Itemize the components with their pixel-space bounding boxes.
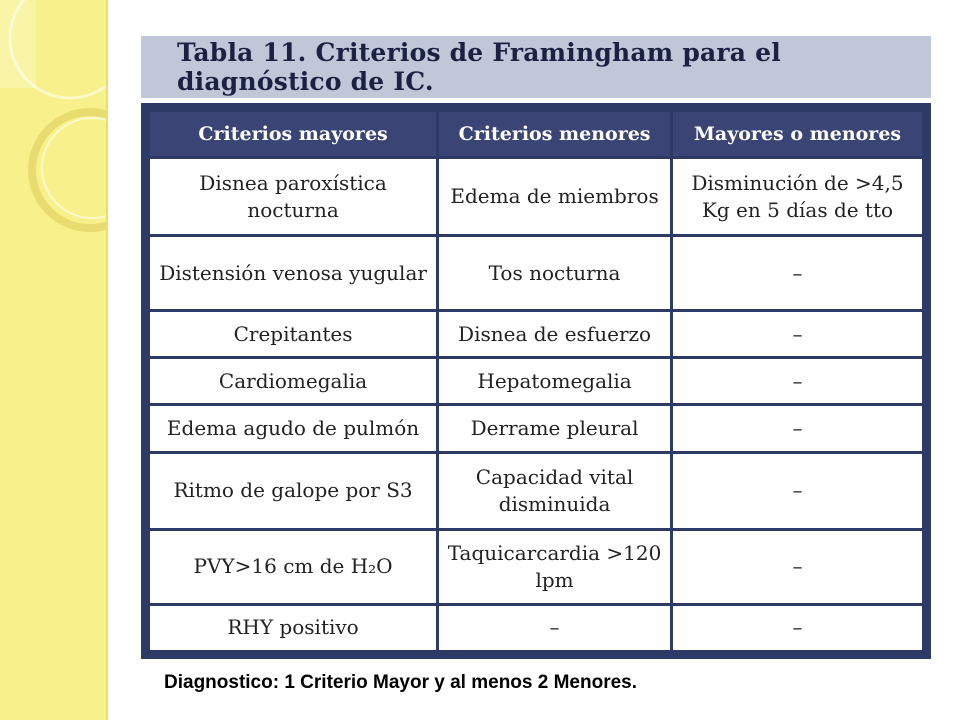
table-row bbox=[150, 159, 922, 234]
decorative-circles bbox=[0, 0, 106, 720]
table-cell: Capacidad vital disminuida bbox=[439, 454, 670, 528]
table-cell: – bbox=[673, 606, 922, 650]
table-cell: Taquicarcardia >120 lpm bbox=[439, 531, 670, 603]
table-cell: Ritmo de galope por S3 bbox=[150, 454, 436, 528]
criteria-table-frame bbox=[141, 103, 931, 659]
decorative-side-strip bbox=[0, 0, 108, 720]
table-cell: – bbox=[673, 237, 922, 309]
table-cell: – bbox=[673, 359, 922, 403]
table-cell: – bbox=[673, 531, 922, 603]
framingham-criteria-table bbox=[147, 109, 925, 653]
table-cell: Crepitantes bbox=[150, 312, 436, 356]
table-row bbox=[150, 237, 922, 309]
table-header-row bbox=[150, 112, 922, 156]
header-minor-criteria: Criterios menores bbox=[439, 112, 670, 156]
table-cell: PVY>16 cm de H₂O bbox=[150, 531, 436, 603]
table-row bbox=[150, 359, 922, 403]
table-cell: Edema agudo de pulmón bbox=[150, 406, 436, 450]
table-cell: Tos nocturna bbox=[439, 237, 670, 309]
header-major-criteria: Criterios mayores bbox=[150, 112, 436, 156]
table-cell: Disminución de >4,5 Kg en 5 días de tto bbox=[673, 159, 922, 234]
table-title: Tabla 11. Criterios de Framingham para el diagnóstico de IC. bbox=[177, 38, 781, 96]
table-cell: Disnea de esfuerzo bbox=[439, 312, 670, 356]
diagnosis-footnote: Diagnostico: 1 Criterio Mayor y al menos 2 Menores. bbox=[164, 672, 638, 693]
table-row bbox=[150, 312, 922, 356]
header-major-or-minor: Mayores o menores bbox=[673, 112, 922, 156]
table-cell: Distensión venosa yugular bbox=[150, 237, 436, 309]
table-cell: Derrame pleural bbox=[439, 406, 670, 450]
table-cell: – bbox=[673, 312, 922, 356]
table-cell: Edema de miembros bbox=[439, 159, 670, 234]
table-cell: Hepatomegalia bbox=[439, 359, 670, 403]
table-cell: – bbox=[673, 406, 922, 450]
table-cell: RHY positivo bbox=[150, 606, 436, 650]
table-cell: Cardiomegalia bbox=[150, 359, 436, 403]
table-row bbox=[150, 454, 922, 528]
table-cell: – bbox=[439, 606, 670, 650]
table-cell: – bbox=[673, 454, 922, 528]
table-row bbox=[150, 606, 922, 650]
table-row bbox=[150, 406, 922, 450]
table-title-banner bbox=[141, 36, 931, 98]
table-row bbox=[150, 531, 922, 603]
table-cell: Disnea paroxística nocturna bbox=[150, 159, 436, 234]
